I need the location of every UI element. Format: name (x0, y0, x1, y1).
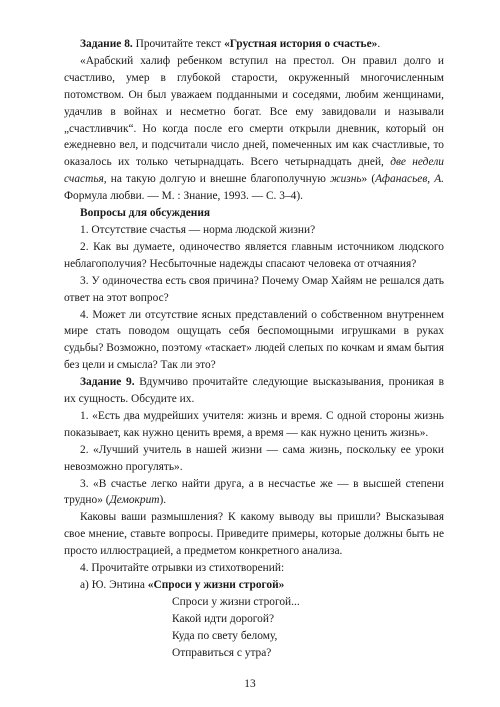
poem-line: Спроси у жизни строгой... (172, 595, 300, 608)
citation-source: Формула любви. — М. : Знание, 1993. — С. 3–4). (64, 190, 303, 203)
question-item: 1. Отсутствие счастья — норма людской жизни? (80, 223, 316, 236)
quote-item: 1. «Есть два мудрейших учителя: жизнь и время. С одной стороны жизнь показывает, как нужно ценить время, а время — как нужно ценить жизнь». (64, 409, 444, 439)
quote-item: 2. «Лучший учитель в нашей жизни — сама жизнь, поскольку ее уроки невозможно прогулять». (64, 443, 444, 473)
italic-phrase: две недели счастья, (64, 156, 444, 186)
task9-label: Задание 9. (80, 376, 135, 389)
poem-excerpt (172, 594, 444, 662)
question-item: 4. Может ли отсутствие ясных представлений о собственном внутреннем мире стать поводом ощущать себя беспомощными игрушками в руках судьбы? Возможно, поэтому «таскает» людей слепых по кочкам и ямам бытия без цели и смысла? Так ли это? (64, 308, 444, 372)
reflection-paragraph: Каковы ваши размышления? К какому выводу вы пришли? Высказывая свое мнение, ставьте вопросы. Приведите примеры, которые должны быть не просто иллюстрацией, а предметом конкретного анализа. (64, 511, 444, 558)
questions-heading: Вопросы для обсуждения (80, 207, 211, 220)
poem-line: Какой идти дорогой? (172, 612, 275, 625)
poem-heading: а) Ю. Энтина «Спроси у жизни строгой» (80, 579, 285, 591)
poem-title: «Спроси у жизни строгой» (147, 579, 285, 591)
question-item: 3. У одиночества есть своя причина? Почему Омар Хайям не решался дать ответ на этот вопрос? (64, 274, 444, 304)
italic-word: жизнь (329, 173, 362, 186)
page-number: 13 (244, 678, 256, 690)
citation-author: Афанасьев, А. (375, 173, 445, 186)
poems-intro: 4. Прочитайте отрывки из стихотворений: (80, 562, 285, 575)
task9-intro: Вдумчиво прочитайте следующие высказывания, проникая в их сущность. Обсудите их. (64, 376, 444, 406)
task8-paragraph: Задание 8. Прочитайте текст «Грустная история о счастье». (80, 38, 381, 50)
task8-text: «Арабский халиф ребенком вступил на престол. Он правил долго и счастливо, умер в глубокой старости, окруженный многочисленным потомством. Он был уважаем подданными и соседями, любим женщинами, удачлив в войнах и несметно богат. Все ему завидовали и называли „счастливчик“. Но когда после его смерти открыли дневник, который он ежедневно вел, и подсчитали число дней, помеченных им как счастливые, то оказалось их только четырнадцать. Всего четырнадцать дней, две недели счастья, на такую долгую и внешне благополучную жизнь» (Афанасьев, А. Формула любви. — М. : Знание, 1993. — С. 3–4). (64, 54, 445, 203)
task8-label: Задание 8. (80, 38, 133, 50)
task8-intro: Прочитайте текст (132, 38, 225, 50)
quote-item: 3. «В счастье легко найти друга, а в несчастье же — в высшей степени трудно» (Демокрит). (64, 477, 444, 507)
document-page (64, 36, 444, 662)
poem-line: Куда по свету белому, (172, 629, 278, 642)
task9-paragraph (64, 374, 444, 408)
question-item: 2. Как вы думаете, одиночество является главным источником людского неблагополучия? Несбыточные надежды спасают человека от отчаяния? (64, 240, 444, 270)
poem-line: Отправиться с утра? (172, 646, 272, 659)
quote-author: Демокрит (109, 494, 160, 507)
task8-title: «Грустная история о счастье» (224, 38, 378, 50)
